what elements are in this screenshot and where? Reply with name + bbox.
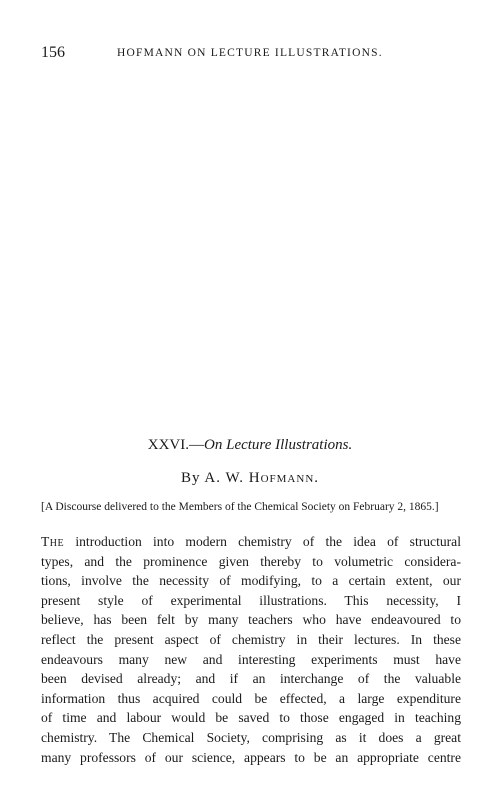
running-head: [41, 44, 461, 62]
body-line: types, and the prominence given thereby to volumetric considera-: [41, 553, 461, 569]
article-title: [0, 437, 500, 454]
byline-prefix: By A. W.: [180, 470, 249, 486]
body-line: many professors of our science, appears to be an appropriate centre: [41, 749, 461, 765]
lead-word: The: [41, 534, 65, 549]
body-line: been devised already; and if an interchange of the valuable: [41, 671, 461, 687]
author-name: Hofmann.: [248, 470, 320, 486]
body-line: believe, has been felt by many teachers who have endeavoured to: [41, 612, 461, 628]
running-title: HOFMANN ON LECTURE ILLUSTRATIONS.: [117, 47, 383, 59]
page-number: 156: [41, 44, 65, 61]
body-line: endeavours many new and interesting experiments must have: [41, 651, 461, 667]
discourse-note: [A Discourse delivered to the Members of the Chemical Society on February 2, 1865.]: [41, 501, 439, 513]
body-line: information thus acquired could be effected, a large expenditure: [41, 690, 461, 706]
body-line: chemistry. The Chemical Society, comprising as it does a great: [41, 729, 461, 745]
body-line: of time and labour would be saved to those engaged in teaching: [41, 710, 461, 726]
body-line: The introduction into modern chemistry of the idea of structural: [41, 534, 461, 549]
body-line: present style of experimental illustrations. This necessity, I: [41, 592, 461, 608]
body-line: reflect the present aspect of chemistry in their lectures. In these: [41, 631, 461, 647]
body-paragraph: [41, 532, 461, 767]
article-number: XXVI.—: [147, 437, 205, 453]
byline: [0, 470, 500, 487]
body-line: tions, involve the necessity of modifying, to a certain extent, our: [41, 573, 461, 589]
article-title-text: On Lecture Illustrations.: [204, 437, 353, 453]
